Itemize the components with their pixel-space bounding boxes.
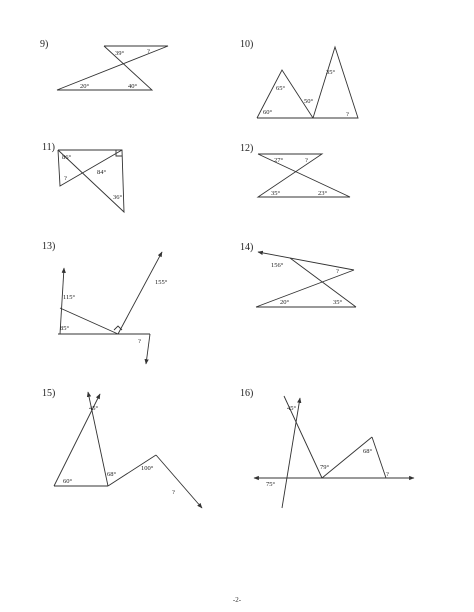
figure-16-long-ray: [282, 398, 300, 508]
problem-11: [42, 142, 124, 212]
angle-label: ?: [147, 48, 150, 55]
problem-14: [240, 242, 356, 307]
angle-label: 35°: [326, 69, 336, 76]
angle-label: 35°: [271, 190, 281, 197]
problem-12: [240, 143, 350, 197]
angle-label: 65°: [276, 85, 286, 92]
figure-16-middle-segment: [322, 437, 372, 478]
problem-15: [42, 388, 202, 508]
angle-label: 86°: [62, 154, 72, 161]
problem-number: 14): [240, 242, 254, 253]
figure-9-lines: [57, 46, 168, 90]
page-number: -2-: [232, 596, 242, 604]
angle-label: ?: [305, 157, 308, 164]
angle-label: ?: [346, 111, 349, 118]
problem-number: 13): [42, 241, 56, 252]
problem-16: [240, 388, 414, 508]
angle-label: 85°: [60, 325, 70, 332]
angle-label: 20°: [280, 299, 290, 306]
angle-label: 50°: [304, 98, 314, 105]
problem-10: [240, 39, 358, 118]
problem-9: [40, 39, 168, 90]
problem-number: 12): [240, 143, 254, 154]
angle-label: 45°: [89, 405, 99, 412]
problem-number: 15): [42, 388, 56, 399]
figure-15-right-ray: [156, 455, 202, 508]
angle-label: 100°: [141, 465, 154, 472]
angle-label: 79°: [320, 464, 330, 471]
angle-label: 39°: [115, 50, 125, 57]
problem-number: 10): [240, 39, 254, 50]
angle-label: ?: [386, 471, 389, 478]
problem-number: 9): [40, 39, 49, 50]
angle-label: 155°: [155, 279, 168, 286]
figure-14-transversal: [290, 258, 356, 307]
angle-label: 68°: [107, 471, 117, 478]
angle-label: 27°: [274, 157, 284, 164]
angle-label: 60°: [263, 109, 273, 116]
angle-label: 40°: [128, 83, 138, 90]
angle-label: 60°: [63, 478, 73, 485]
angle-label: 156°: [271, 262, 284, 269]
angle-label: 115°: [63, 294, 76, 301]
angle-label: 68°: [363, 448, 373, 455]
problem-number: 16): [240, 388, 254, 399]
figure-13-right-ray: [118, 252, 162, 334]
angle-label: 75°: [266, 481, 276, 488]
angle-label: 20°: [80, 83, 90, 90]
angle-label: 84°: [97, 169, 107, 176]
angle-label: 36°: [113, 194, 123, 201]
angle-label: ?: [138, 338, 141, 345]
angle-label: ?: [172, 489, 175, 496]
problem-number: 11): [42, 142, 55, 153]
problem-13: [42, 241, 168, 364]
figure-13-down-ray: [146, 334, 150, 364]
angle-label: 35°: [333, 299, 343, 306]
angle-label: 23°: [318, 190, 328, 197]
angle-label: 45°: [287, 405, 297, 412]
angle-label: ?: [64, 175, 67, 182]
angle-label: ?: [336, 268, 339, 275]
figure-16-right-segment: [372, 437, 386, 478]
figure-10-right-triangle: [313, 47, 358, 118]
